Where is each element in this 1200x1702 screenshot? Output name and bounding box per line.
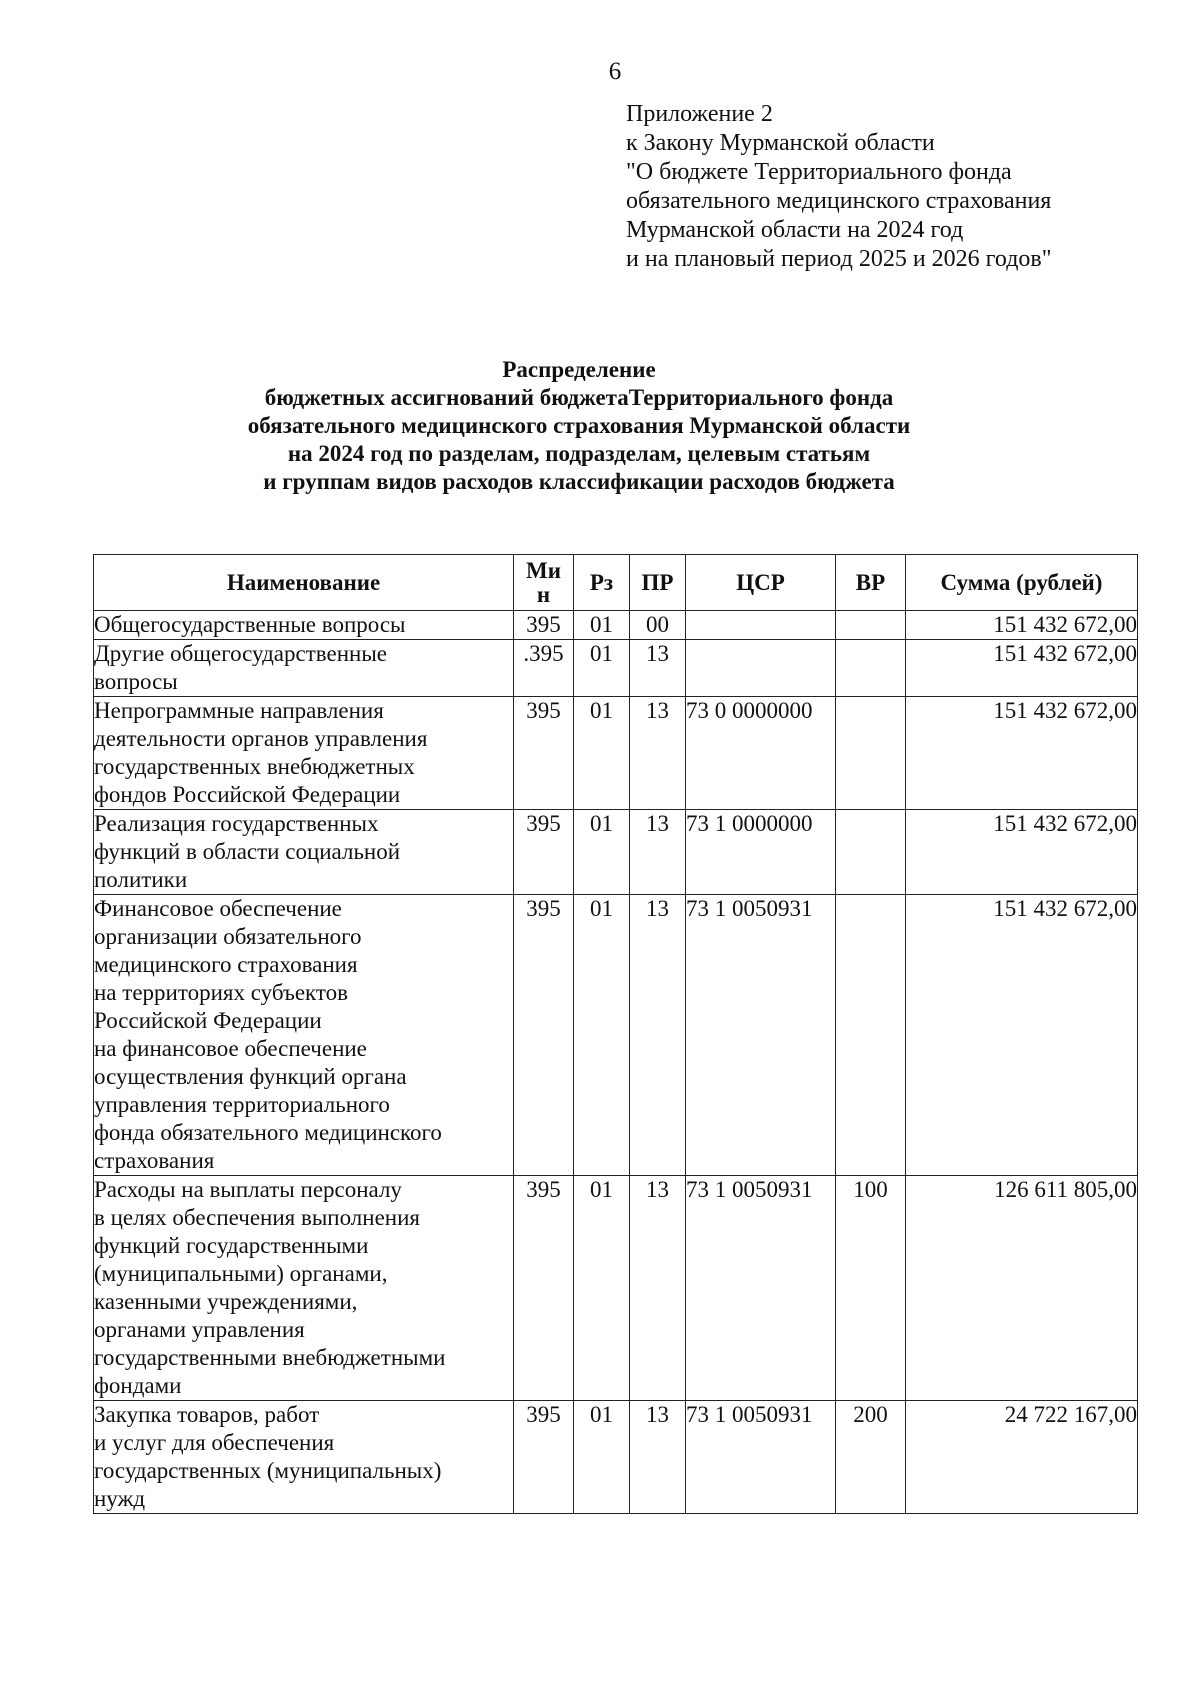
cell-name-line: страхования bbox=[94, 1148, 215, 1173]
cell-min: 395 bbox=[514, 611, 574, 640]
header-rz: Рз bbox=[574, 555, 630, 611]
title-line: и группам видов расходов классификации расходов бюджета bbox=[263, 469, 895, 494]
cell-vr bbox=[836, 697, 906, 810]
cell-min: 395 bbox=[514, 810, 574, 895]
cell-pr: 13 bbox=[630, 697, 686, 810]
cell-pr: 13 bbox=[630, 640, 686, 697]
cell-name-line: Закупка товаров, работ bbox=[94, 1402, 320, 1427]
appendix-line: и на плановый период 2025 и 2026 годов" bbox=[626, 246, 1052, 272]
cell-name-line: управления территориального bbox=[94, 1092, 390, 1117]
header-csr: ЦСР bbox=[686, 555, 836, 611]
cell-name-line: Общегосударственные вопросы bbox=[94, 612, 406, 637]
cell-pr: 13 bbox=[630, 1401, 686, 1514]
cell-name-line: вопросы bbox=[94, 669, 178, 694]
cell-rz: 01 bbox=[574, 697, 630, 810]
header-sum: Сумма (рублей) bbox=[906, 555, 1138, 611]
cell-csr: 73 1 0050931 bbox=[686, 895, 836, 1176]
cell-rz: 01 bbox=[574, 895, 630, 1176]
cell-vr bbox=[836, 640, 906, 697]
cell-name-line: в целях обеспечения выполнения bbox=[94, 1205, 420, 1230]
cell-name-line: функций государственными bbox=[94, 1233, 369, 1258]
table-header-row bbox=[94, 555, 1138, 611]
cell-vr bbox=[836, 611, 906, 640]
table-row bbox=[94, 697, 1138, 810]
cell-vr bbox=[836, 810, 906, 895]
table-row bbox=[94, 640, 1138, 697]
cell-name bbox=[94, 810, 514, 895]
cell-name-line: Российской Федерации bbox=[94, 1008, 322, 1033]
cell-name-line: Другие общегосударственные bbox=[94, 641, 387, 666]
cell-vr bbox=[836, 895, 906, 1176]
table-row bbox=[94, 1176, 1138, 1401]
cell-sum: 151 432 672,00 bbox=[906, 697, 1138, 810]
cell-name bbox=[94, 1401, 514, 1514]
budget-table bbox=[93, 554, 1138, 1514]
cell-sum: 126 611 805,00 bbox=[906, 1176, 1138, 1401]
cell-name bbox=[94, 697, 514, 810]
cell-min: 395 bbox=[514, 1401, 574, 1514]
cell-pr: 13 bbox=[630, 1176, 686, 1401]
header-vr: ВР bbox=[836, 555, 906, 611]
cell-name-line: на территориях субъектов bbox=[94, 980, 349, 1005]
title-line: обязательного медицинского страхования Мурманской области bbox=[247, 413, 911, 438]
cell-name-line: Расходы на выплаты персоналу bbox=[94, 1177, 402, 1202]
cell-vr: 200 bbox=[836, 1401, 906, 1514]
cell-csr bbox=[686, 611, 836, 640]
cell-name bbox=[94, 611, 514, 640]
appendix-line: Приложение 2 bbox=[626, 101, 773, 127]
cell-name-line: политики bbox=[94, 867, 188, 892]
cell-name bbox=[94, 895, 514, 1176]
cell-name-line: Финансовое обеспечение bbox=[94, 896, 342, 921]
cell-name-line: деятельности органов управления bbox=[94, 726, 428, 751]
cell-name-line: и услуг для обеспечения bbox=[94, 1430, 335, 1455]
cell-pr: 13 bbox=[630, 810, 686, 895]
header-name: Наименование bbox=[94, 555, 514, 611]
appendix-line: к Закону Мурманской области bbox=[626, 130, 935, 156]
cell-name-line: медицинского страхования bbox=[94, 952, 358, 977]
cell-name-line: организации обязательного bbox=[94, 924, 362, 949]
appendix-line: "О бюджете Территориального фонда bbox=[626, 159, 1012, 185]
cell-min: 395 bbox=[514, 1176, 574, 1401]
cell-sum: 151 432 672,00 bbox=[906, 810, 1138, 895]
page-number: 6 bbox=[608, 58, 622, 85]
cell-rz: 01 bbox=[574, 611, 630, 640]
cell-name-line: Реализация государственных bbox=[94, 811, 379, 836]
cell-sum: 24 722 167,00 bbox=[906, 1401, 1138, 1514]
cell-pr: 13 bbox=[630, 895, 686, 1176]
title-line: Распределение bbox=[502, 357, 656, 382]
title-line: на 2024 год по разделам, подразделам, целевым статьям bbox=[287, 441, 871, 466]
header-min: Ми н bbox=[514, 555, 574, 611]
cell-rz: 01 bbox=[574, 810, 630, 895]
cell-name bbox=[94, 640, 514, 697]
cell-csr: 73 1 0050931 bbox=[686, 1401, 836, 1514]
cell-csr: 73 1 0000000 bbox=[686, 810, 836, 895]
cell-pr: 00 bbox=[630, 611, 686, 640]
cell-sum: 151 432 672,00 bbox=[906, 895, 1138, 1176]
appendix-line: обязательного медицинского страхования bbox=[626, 188, 1052, 214]
cell-name-line: фондами bbox=[94, 1373, 182, 1398]
cell-name-line: Непрограммные направления bbox=[94, 698, 384, 723]
cell-name-line: фонда обязательного медицинского bbox=[94, 1120, 442, 1145]
cell-rz: 01 bbox=[574, 1401, 630, 1514]
cell-csr: 73 0 0000000 bbox=[686, 697, 836, 810]
table-row bbox=[94, 895, 1138, 1176]
cell-csr: 73 1 0050931 bbox=[686, 1176, 836, 1401]
appendix-reference bbox=[626, 100, 1052, 274]
cell-name-line: государственных внебюджетных bbox=[94, 754, 415, 779]
cell-name-line: осуществления функций органа bbox=[94, 1064, 407, 1089]
document-title bbox=[0, 356, 1158, 496]
header-pr: ПР bbox=[630, 555, 686, 611]
table-row bbox=[94, 611, 1138, 640]
cell-vr: 100 bbox=[836, 1176, 906, 1401]
cell-sum: 151 432 672,00 bbox=[906, 611, 1138, 640]
cell-name-line: на финансовое обеспечение bbox=[94, 1036, 367, 1061]
cell-min: 395 bbox=[514, 697, 574, 810]
cell-name-line: фондов Российской Федерации bbox=[94, 782, 401, 807]
table-row bbox=[94, 810, 1138, 895]
cell-name-line: органами управления bbox=[94, 1317, 305, 1342]
cell-sum: 151 432 672,00 bbox=[906, 640, 1138, 697]
table-row bbox=[94, 1401, 1138, 1514]
appendix-line: Мурманской области на 2024 год bbox=[626, 217, 964, 243]
cell-csr bbox=[686, 640, 836, 697]
cell-min: .395 bbox=[514, 640, 574, 697]
cell-rz: 01 bbox=[574, 1176, 630, 1401]
cell-name bbox=[94, 1176, 514, 1401]
cell-name-line: государственными внебюджетными bbox=[94, 1345, 446, 1370]
cell-rz: 01 bbox=[574, 640, 630, 697]
cell-name-line: (муниципальными) органами, bbox=[94, 1261, 388, 1286]
title-line: бюджетных ассигнований бюджетаТерриториального фонда bbox=[264, 385, 894, 410]
cell-min: 395 bbox=[514, 895, 574, 1176]
cell-name-line: нужд bbox=[94, 1486, 146, 1511]
cell-name-line: государственных (муниципальных) bbox=[94, 1458, 442, 1483]
cell-name-line: функций в области социальной bbox=[94, 839, 401, 864]
cell-name-line: казенными учреждениями, bbox=[94, 1289, 358, 1314]
